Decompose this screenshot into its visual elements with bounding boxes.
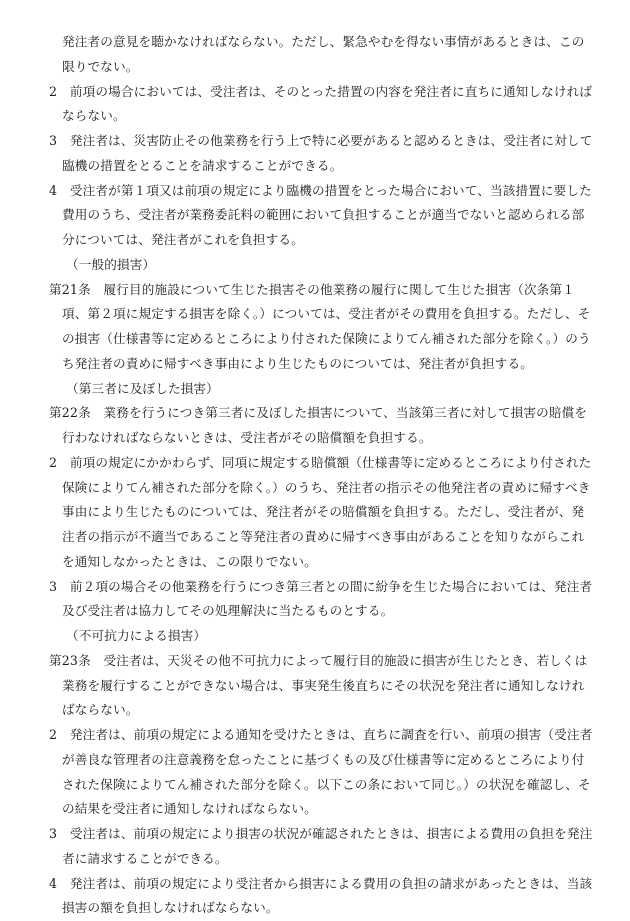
article-22-item-2: 2 前項の規定にかかわらず、同項に規定する賠償額（仕様書等に定めるところにより付された保険によりてん補された部分を除く。）のうち、発注者の指示その他発注者の責めに帰すべき事由により生じたものについては、発注者がその賠償額を負担する。ただし、受注者が、発注者の指示が不適当であること等発注者の責めに帰すべき事由があることを知りながらこれを通知しなかったときは、この限りでない。 (0, 451, 630, 575)
document-page (0, 30, 630, 921)
paragraph-item-4: 4 受注者が第１項又は前項の規定により臨機の措置をとった場合において、当該措置に要した費用のうち、受注者が業務委託料の範囲において負担することが適当でないと認められる部分については、発注者がこれを負担する。 (0, 179, 630, 253)
paragraph-item-2: 2 前項の場合においては、受注者は、そのとった措置の内容を発注者に直ちに通知しなければならない。 (0, 80, 630, 130)
article-22: 第22条 業務を行うにつき第三者に及ぼした損害について、当該第三者に対して損害の賠償を行わなければならないときは、受注者がその賠償額を負担する。 (0, 401, 630, 451)
section-heading-third-party-damage: （第三者に及ぼした損害） (0, 377, 630, 402)
article-23-item-3: 3 受注者は、前項の規定により損害の状況が確認されたときは、損害による費用の負担を発注者に請求することができる。 (0, 822, 630, 872)
article-23-item-4: 4 発注者は、前項の規定により受注者から損害による費用の負担の請求があったときは、当該損害の額を負担しなければならない。 (0, 872, 630, 921)
paragraph-continuation: 発注者の意見を聴かなければならない。ただし、緊急やむを得ない事情があるときは、この限りでない。 (0, 30, 630, 80)
article-21: 第21条 履行目的施設について生じた損害その他業務の履行に関して生じた損害（次条第１項、第２項に規定する損害を除く。）については、受注者がその費用を負担する。ただし、その損害（仕様書等に定めるところにより付された保険によりてん補された部分を除く。）のうち発注者の責めに帰すべき事由により生じたものについては、発注者が負担する。 (0, 278, 630, 377)
section-heading-force-majeure: （不可抗力による損害） (0, 624, 630, 649)
section-heading-general-damage: （一般的損害） (0, 253, 630, 278)
article-23: 第23条 受注者は、天災その他不可抗力によって履行目的施設に損害が生じたとき、若しくは業務を履行することができない場合は、事実発生後直ちにその状況を発注者に通知しなければならない。 (0, 649, 630, 723)
paragraph-item-3: 3 発注者は、災害防止その他業務を行う上で特に必要があると認めるときは、受注者に対して臨機の措置をとることを請求することができる。 (0, 129, 630, 179)
article-22-item-3: 3 前２項の場合その他業務を行うにつき第三者との間に紛争を生じた場合においては、発注者及び受注者は協力してその処理解決に当たるものとする。 (0, 575, 630, 625)
article-23-item-2: 2 発注者は、前項の規定による通知を受けたときは、直ちに調査を行い、前項の損害（受注者が善良な管理者の注意義務を怠ったことに基づくもの及び仕様書等に定めるところにより付された保険によりてん補された部分を除く。以下この条において同じ。）の状況を確認し、その結果を受注者に通知しなければならない。 (0, 723, 630, 822)
